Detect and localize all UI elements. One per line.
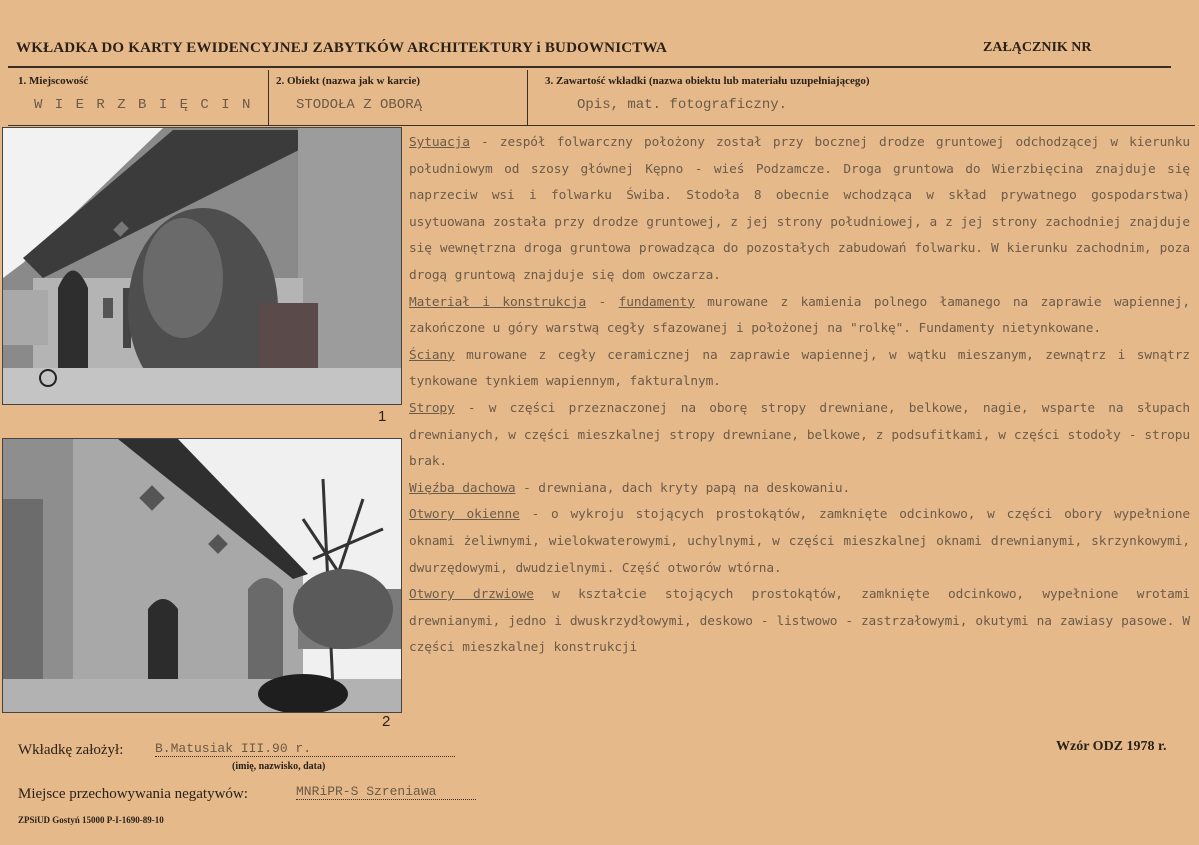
- photo-barn-side: [2, 438, 402, 713]
- paragraph-windows: [409, 502, 1190, 582]
- header-rule: [8, 66, 1171, 68]
- fields-rule: [8, 125, 1195, 126]
- locality-value: W I E R Z B I Ę C I N: [34, 97, 253, 113]
- contents-label: 3. Zawartość wkładki (nazwa obiektu lub materiału uzupełniającego): [545, 75, 870, 87]
- author-label: Wkładkę założył:: [18, 742, 124, 758]
- paragraph-ceilings: [409, 396, 1190, 476]
- heading-foundations: fundamenty: [618, 294, 695, 310]
- text-windows: - o wykroju stojących prostokątów, zamknięte odcinkowo, w części obory wypełnione oknami żeliwnymi, wielokwaterowymi, uchylnymi, w części mieszkalnej oknami drewnianymi, skrzynkowymi, dwurzędowymi, dwudzielnymi. Część otworów wtórna.: [409, 507, 1190, 576]
- text-ceilings: - w części przeznaczonej na oborę stropy drewniane, belkowe, nagie, wsparte na słupach drewnianych, w części mieszkalnej stropy drewniane, belkowe, z podsufitkami, w części stodoły - stropu brak.: [409, 400, 1190, 470]
- model-label: Wzór ODZ 1978 r.: [1056, 739, 1167, 754]
- field-divider-1: [268, 70, 269, 126]
- barn-front-image: [3, 128, 401, 404]
- printer-info: ZPSiUD Gostyń 15000 P-I-1690-89-10: [18, 815, 164, 825]
- paragraph-situation: [409, 130, 1190, 290]
- contents-value: Opis, mat. fotograficzny.: [577, 97, 788, 113]
- heading-walls: Ściany: [409, 347, 455, 363]
- heading-roof: Więźba dachowa: [409, 480, 516, 496]
- paragraph-roof: [409, 476, 1190, 503]
- paragraph-doors: [409, 582, 1190, 662]
- heading-material: Materiał i konstrukcja: [409, 294, 587, 310]
- text-doors: w kształcie stojących prostokątów, zamknięte odcinkowo, wypełnione wrotami drewnianymi, jedno i dwuskrzydłowymi, deskowo - listwowo - zastrzałowymi, okutymi na zawiasy pasowe. W części mieszkalnej konstrukcji: [409, 587, 1190, 656]
- author-value: B.Matusiak III.90 r.: [155, 741, 455, 757]
- storage-label: Miejsce przechowywania negatywów:: [18, 786, 248, 802]
- text-roof: - drewniana, dach kryty papą na deskowaniu.: [515, 480, 851, 496]
- text-material: murowane z kamienia polnego łamanego na zaprawie wapiennej, zakończone u góry warstwą cegły sfazowanej i położonej na "rolkę". Fundamenty nietynkowane.: [409, 294, 1190, 337]
- text-walls: murowane z cegły ceramicznej na zaprawie wapiennej, w wątku mieszanym, zewnątrz i swnątrz tynkowane tynkiem wapiennym, fakturalnym.: [409, 347, 1190, 390]
- paragraph-walls: [409, 343, 1190, 396]
- object-value: STODOŁA Z OBORĄ: [296, 97, 423, 113]
- paragraph-material: [409, 290, 1190, 343]
- field-divider-2: [527, 70, 528, 126]
- form-title: WKŁADKA DO KARTY EWIDENCYJNEJ ZABYTKÓW ARCHITEKTURY i BUDOWNICTWA: [16, 40, 668, 56]
- heading-ceilings: Stropy: [409, 400, 455, 416]
- photo-barn-front: [2, 127, 402, 405]
- description-text: [409, 130, 1190, 662]
- storage-value: MNRiPR-S Szreniawa: [296, 784, 476, 800]
- photo-2-number: 2: [382, 713, 391, 730]
- locality-label: 1. Miejscowość: [18, 75, 89, 87]
- photo-1-number: 1: [378, 408, 387, 425]
- text-material-dash: -: [586, 294, 619, 310]
- heading-situation: Sytuacja: [409, 135, 470, 150]
- author-hint: (imię, nazwisko, data): [232, 761, 326, 772]
- heading-windows: Otwory okienne: [409, 507, 520, 523]
- attachment-label: ZAŁĄCZNIK NR: [983, 40, 1092, 55]
- text-situation: - zespół folwarczny położony został przy bocznej drodze gruntowej odchodzącej w kierunku południowym od szosy głównej Kępno - wieś Podzamcze. Droga gruntowa do Wierzbięcina znajduje się naprzeciw wsi i folwarku Świba. Stodoła 8 obecnie wchodząca w skład prywatnego gospodarstwa) usytuowana została przy drodze gruntowej, z jej strony południowej, a z jej strony zachodniej znajduje się wewnętrzna droga gruntowa prowadząca do pozostałych zabudowań folwarku. W kierunku zachodnim, poza drogą gruntową znajduje się dom owczarza.: [409, 135, 1190, 283]
- barn-side-image: [3, 439, 401, 712]
- heading-doors: Otwory drzwiowe: [409, 587, 534, 603]
- object-label: 2. Obiekt (nazwa jak w karcie): [276, 75, 421, 87]
